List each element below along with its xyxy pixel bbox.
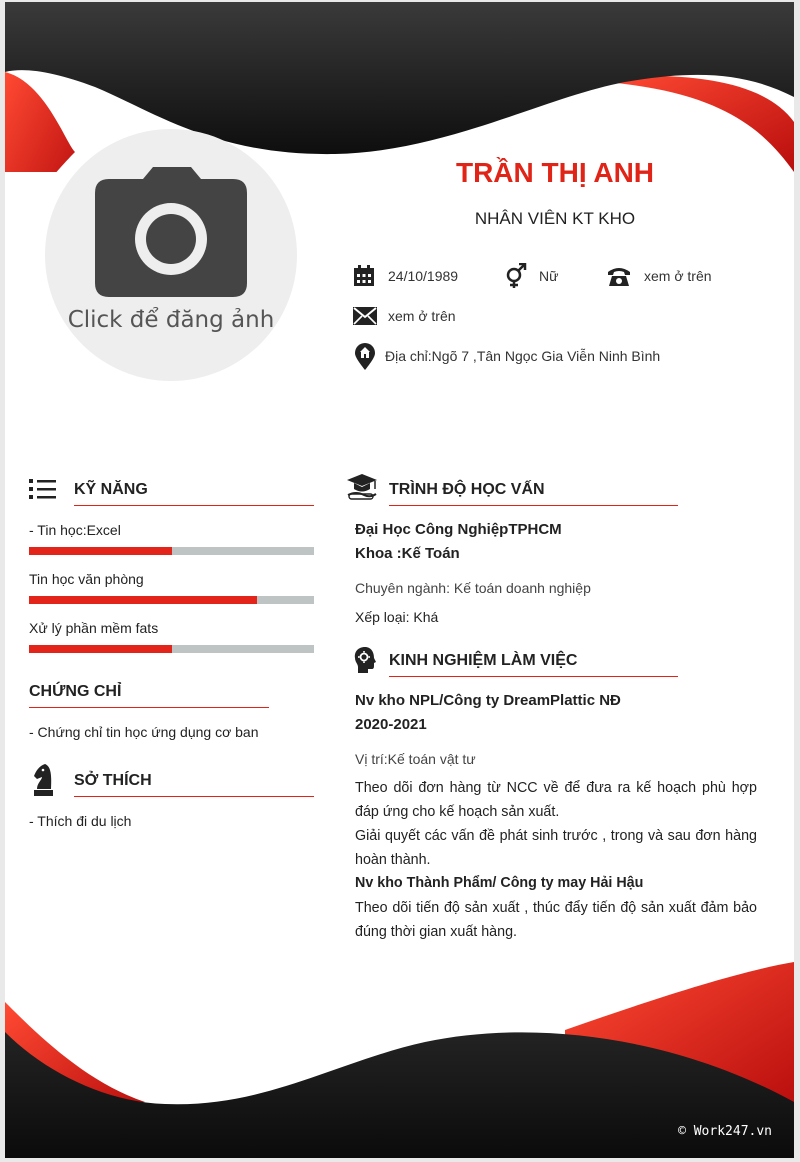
job2-title: Nv kho Thành Phẩm/ Công ty may Hải Hậu: [355, 875, 644, 891]
skill-label-2: Tin học văn phòng: [29, 571, 144, 587]
certificate-item: - Chứng chỉ tin học ứng dụng cơ ban: [29, 724, 259, 740]
list-icon: [29, 478, 57, 500]
avatar-upload[interactable]: [45, 129, 297, 381]
education-school: Đại Học Công NghiệpTPHCM: [355, 521, 562, 538]
skills-divider: [74, 505, 314, 506]
experience-divider: [389, 676, 678, 677]
email-value: xem ở trên: [388, 308, 456, 324]
certificates-divider: [29, 707, 269, 708]
job1-title: Nv kho NPL/Công ty DreamPlattic NĐ: [355, 692, 621, 709]
calendar-icon: [353, 265, 375, 287]
address-value: Địa chỉ:Ngõ 7 ,Tân Ngọc Gia Viễn Ninh Bình: [385, 348, 661, 364]
certificates-heading: CHỨNG CHỈ: [29, 683, 122, 700]
phone-icon: [607, 265, 631, 287]
education-divider: [389, 505, 678, 506]
skill-label-3: Xử lý phần mềm fats: [29, 620, 159, 636]
graduation-cap-icon: [346, 473, 378, 501]
footer-wave-decoration: [5, 942, 794, 1158]
job1-position: Vị trí:Kế toán vật tư: [355, 751, 476, 767]
job1-description-1: Theo dõi đơn hàng từ NCC về để đưa ra kế hoạch phù hợp đáp ứng cho kế hoạch sản xuất.: [355, 780, 757, 820]
head-gear-icon: [353, 646, 377, 674]
hobby-item: - Thích đi du lịch: [29, 813, 132, 829]
cv-page: [5, 2, 794, 1158]
location-icon: [354, 343, 376, 371]
skill-bar-1: [29, 547, 314, 555]
skill-bar-fill-2: [29, 596, 257, 604]
skill-bar-2: [29, 596, 314, 604]
phone-value: xem ở trên: [644, 268, 712, 284]
hobbies-divider: [74, 796, 314, 797]
gender-icon: [504, 263, 528, 289]
gender-value: Nữ: [539, 268, 559, 284]
candidate-name: TRẦN THỊ ANH: [455, 157, 655, 188]
skills-heading: KỸ NĂNG: [74, 481, 148, 498]
education-heading: TRÌNH ĐỘ HỌC VẤN: [389, 481, 545, 498]
camera-icon: [95, 167, 247, 299]
email-icon: [353, 307, 377, 325]
avatar-upload-label: Click để đăng ảnh: [67, 307, 275, 333]
chess-knight-icon: [33, 763, 53, 797]
experience-heading: KINH NGHIỆM LÀM VIỆC: [389, 652, 578, 669]
education-faculty: Khoa :Kế Toán: [355, 545, 460, 562]
education-major: Chuyên ngành: Kế toán doanh nghiệp: [355, 580, 591, 596]
skill-bar-3: [29, 645, 314, 653]
job1-period: 2020-2021: [355, 716, 427, 733]
skill-bar-fill-3: [29, 645, 172, 653]
education-rank: Xếp loại: Khá: [355, 609, 439, 625]
job2-description: Theo dõi tiến độ sản xuất , thúc đẩy tiến độ sản xuất đảm bảo đúng thời gian xuất hàng.: [355, 900, 757, 940]
skill-bar-fill-1: [29, 547, 172, 555]
copyright-text: © Work247.vn: [678, 1124, 772, 1139]
hobbies-heading: SỞ THÍCH: [74, 772, 152, 789]
job-title: NHÂN VIÊN KT KHO: [474, 209, 636, 228]
birthday-value: 24/10/1989: [388, 268, 459, 284]
skill-label-1: - Tin học:Excel: [29, 522, 121, 538]
job1-description-2: Giải quyết các vấn đề phát sinh trước , trong và sau đơn hàng hoàn thành.: [355, 828, 757, 868]
